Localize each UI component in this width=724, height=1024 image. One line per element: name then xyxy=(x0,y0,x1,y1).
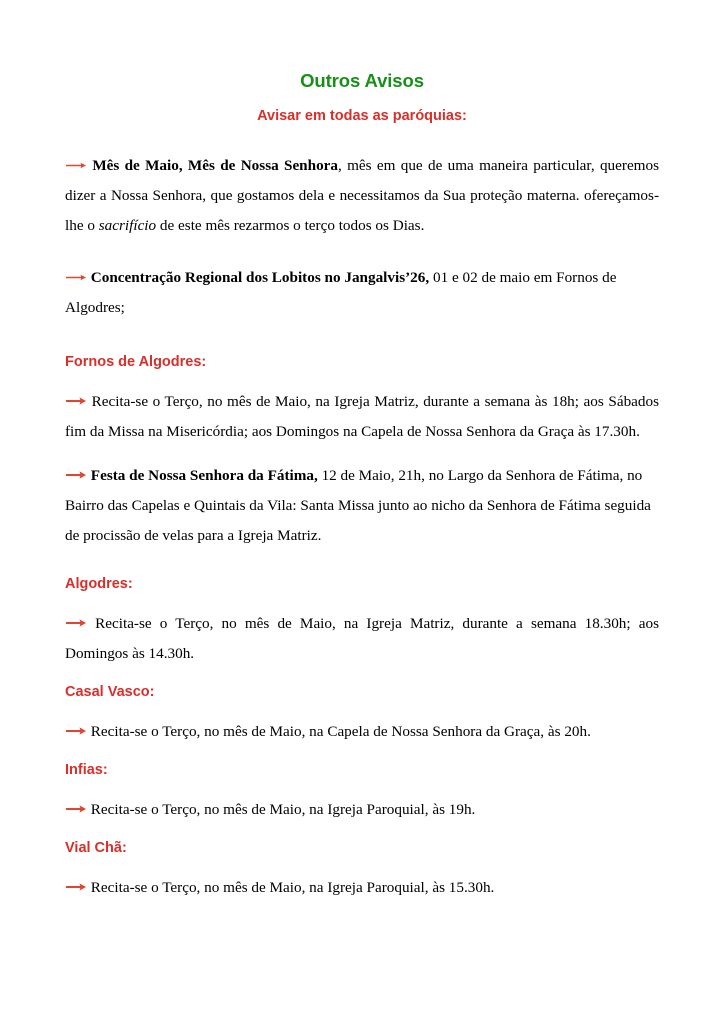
section-heading-fornos-de-algodres: Fornos de Algodres: xyxy=(65,354,207,370)
spacer xyxy=(65,825,659,839)
spacer xyxy=(65,371,659,387)
section-heading-casal-vasco: Casal Vasco: xyxy=(65,684,155,700)
section-heading-infias: Infias: xyxy=(65,762,108,778)
section-heading-vial-cha: Vial Chã: xyxy=(65,840,127,856)
section-entry-casal-vasco-terco xyxy=(65,717,659,747)
document-content xyxy=(65,0,659,903)
right-arrow-icon xyxy=(65,801,91,818)
section-entry-fornos-terco xyxy=(65,387,659,447)
right-arrow-icon xyxy=(65,615,95,632)
spacer xyxy=(65,747,659,761)
right-arrow-icon xyxy=(65,269,91,286)
page-subtitle: Avisar em todas as paróquias: xyxy=(257,108,467,124)
right-arrow-icon xyxy=(65,723,91,740)
entry-text: Recita-se o Terço, no mês de Maio, na Capela de Nossa Senhora da Graça, às 20h. xyxy=(90,723,591,740)
entry-text: 12 de Maio, 21h, no Largo da Senhora de Fátima, no Bairro das Capelas e Quintais da Vila: Santa Missa junto ao nicho da Senhora de Fátima seguida de procissão de velas para a Igreja Matriz. xyxy=(65,467,651,544)
right-arrow-icon xyxy=(65,157,92,174)
notice-text-part1: , mês em que de uma maneira particular, queremos dizer a Nossa Senhora, que gostamos dela e necessitamos da Sua proteção materna. ofereçamos-lhe o xyxy=(65,157,659,234)
right-arrow-icon xyxy=(65,393,92,410)
entry-text: Recita-se o Terço, no mês de Maio, na Igreja Paroquial, às 19h. xyxy=(90,801,476,818)
spacer xyxy=(65,447,659,461)
notice-italic-word: sacrifício xyxy=(98,217,157,234)
right-arrow-icon xyxy=(65,467,91,484)
section-entry-vial-cha-terco xyxy=(65,873,659,903)
spacer xyxy=(65,669,659,683)
spacer xyxy=(65,125,659,151)
notice-text-part2: de este mês rezarmos o terço todos os Dias. xyxy=(156,217,425,234)
page-title: Outros Avisos xyxy=(300,70,424,91)
notice-paragraph-concentracao-lobitos xyxy=(65,263,659,323)
spacer xyxy=(65,701,659,717)
notice-bold-lead: Mês de Maio, Mês de Nossa Senhora xyxy=(92,157,339,174)
right-arrow-icon xyxy=(65,879,91,896)
spacer xyxy=(65,857,659,873)
notice-bold-lead: Concentração Regional dos Lobitos no Jangalvis’26, xyxy=(90,269,430,286)
spacer xyxy=(65,323,659,353)
section-heading-algodres: Algodres: xyxy=(65,576,133,592)
notice-text: 01 e 02 de maio em Fornos de Algodres; xyxy=(65,269,617,316)
entry-text: Recita-se o Terço, no mês de Maio, na Igreja Paroquial, às 15.30h. xyxy=(90,879,495,896)
spacer xyxy=(65,551,659,575)
spacer xyxy=(65,593,659,609)
entry-bold-lead: Festa de Nossa Senhora da Fátima, xyxy=(90,467,318,484)
entry-text: Recita-se o Terço, no mês de Maio, na Igreja Matriz, durante a semana 18.30h; aos Domingos às 14.30h. xyxy=(65,615,659,662)
spacer xyxy=(65,241,659,263)
section-entry-festa-nossa-senhora-fatima xyxy=(65,461,659,551)
entry-text: Recita-se o Terço, no mês de Maio, na Igreja Matriz, durante a semana às 18h; aos Sábados fim da Missa na Misericórdia; aos Domingos na Capela de Nossa Senhora da Graça às 17.30h. xyxy=(65,393,659,440)
spacer xyxy=(65,779,659,795)
notice-paragraph-mes-de-maio xyxy=(65,151,659,241)
section-entry-algodres-terco xyxy=(65,609,659,669)
section-entry-infias-terco xyxy=(65,795,659,825)
